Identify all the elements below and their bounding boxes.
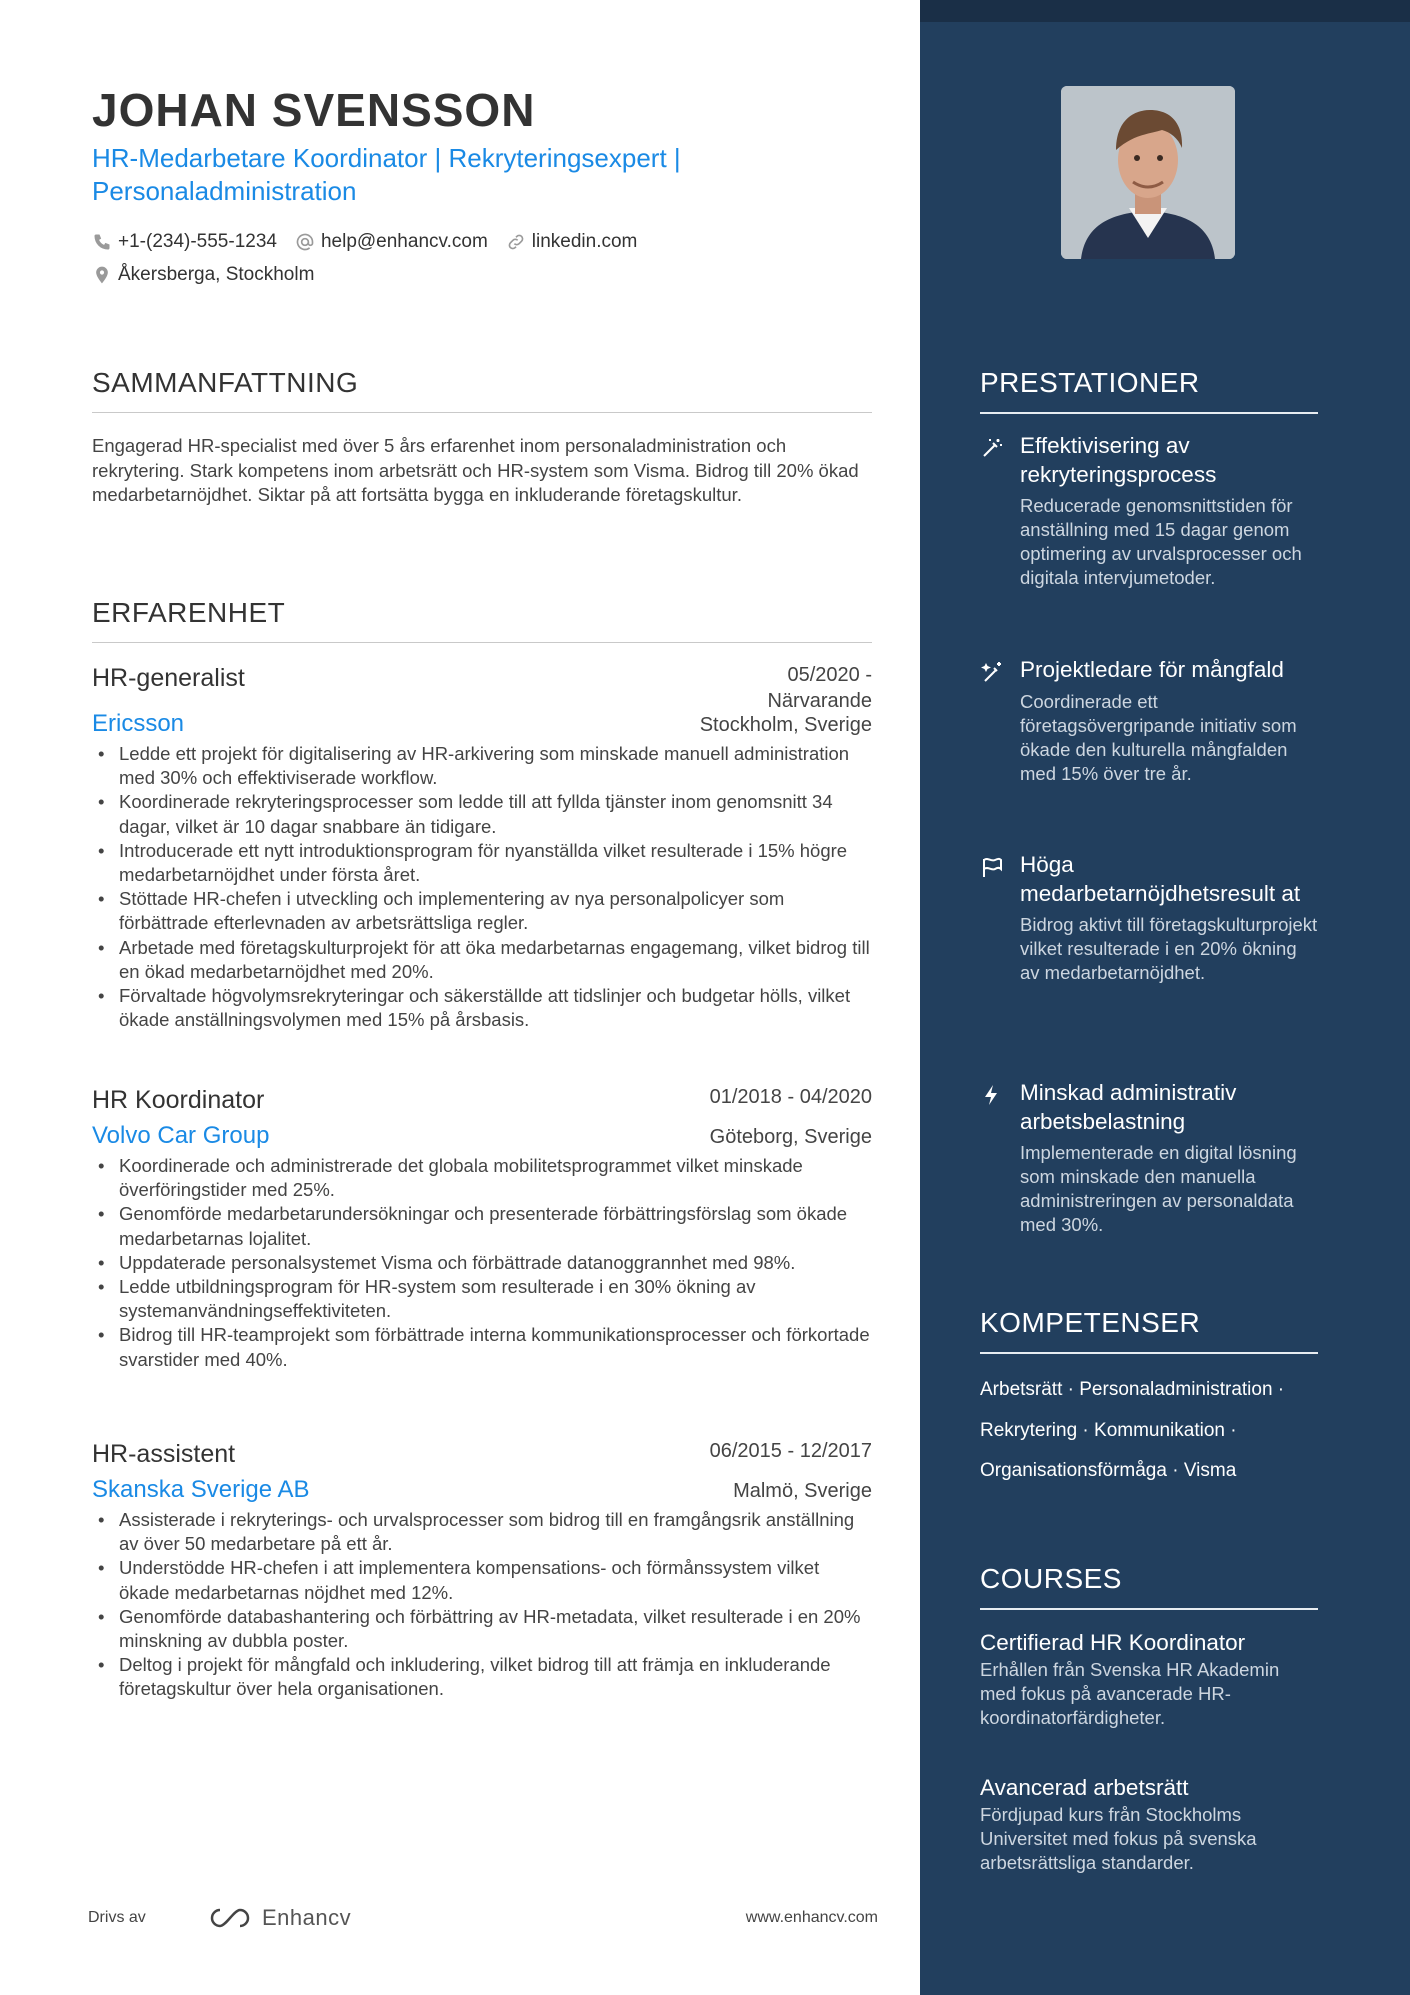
job-date: 06/2015 - 12/2017 (709, 1440, 872, 1462)
job-bullet: • Deltog i projekt för mångfald och inkludering, vilket bidrog till att främja en inkluderande företagskultur över hela organisationen. (92, 1653, 872, 1701)
job-bullet: • Ledde ett projekt för digitalisering av HR-arkivering som minskade manuell administration med 30% och effektiviserade workflow. (92, 742, 872, 790)
location-contact (92, 264, 314, 286)
linkedin-text: linkedin.com (531, 231, 638, 252)
job-bullet: • Arbetade med företagskulturprojekt för att öka medarbetarnas engagemang, vilket bidrog till en ökad medarbetarnöjdhet med 20%. (92, 936, 872, 984)
skills-line: Arbetsrätt · Personaladministration · (980, 1379, 1285, 1400)
job-bullet: • Bidrog till HR-teamprojekt som förbättrade interna kommunikationsprocesser och förkortade svarstider med 40%. (92, 1323, 872, 1371)
experience-heading: ERFARENHET (92, 596, 872, 643)
achievement-description: Bidrog aktivt till företagskulturprojekt vilket resulterade i en 20% ökning av medarbetarnöjdhet. (1020, 914, 1318, 983)
email-text: help@enhancv.com (320, 231, 488, 252)
job-bullet: • Förvaltade högvolymsrekryteringar och säkerställde att tidslinjer och budgetar hölls, vilket ökade anställningsvolymen med 15% på årsbasis. (92, 984, 872, 1032)
email-contact[interactable] (295, 231, 488, 253)
phone-text: +1-(234)-555-1234 (118, 231, 277, 252)
course-item (980, 1773, 1320, 1875)
job-date-end: Närvarande (767, 690, 872, 712)
job-bullet: • Uppdaterade personalsystemet Visma och förbättrade datanoggrannhet med 98%. (92, 1251, 872, 1275)
link-icon (506, 232, 526, 252)
job-location: Göteborg, Sverige (709, 1126, 872, 1148)
job-bullet: • Genomförde databashantering och förbättring av HR-metadata, vilket resulterade i en 20% minskning av dubbla poster. (92, 1605, 872, 1653)
job-date (767, 662, 872, 714)
achievement-item (980, 1079, 1320, 1237)
sparkle-wand-icon (980, 660, 1004, 684)
candidate-headline: HR-Medarbetare Koordinator | Rekryteringsexpert | Personaladministration (92, 143, 681, 206)
summary-heading: SAMMANFATTNING (92, 366, 872, 413)
skills-heading: KOMPETENSER (980, 1306, 1318, 1354)
skills-line: Organisationsförmåga · Visma (980, 1460, 1237, 1481)
enhancv-logo[interactable] (206, 1905, 351, 1931)
magic-wand-icon (980, 436, 1004, 460)
job-date-start: 05/2020 - (787, 664, 872, 686)
job-location: Malmö, Sverige (733, 1480, 872, 1502)
courses-heading: COURSES (980, 1562, 1318, 1610)
sidebar-top-band (920, 0, 1410, 22)
achievement-description: Implementerade en digital lösning som minskade den manuella administreringen av personaldata med 30%. (1020, 1142, 1297, 1235)
location-pin-icon (92, 265, 112, 285)
course-description: Erhållen från Svenska HR Akademin med fokus på avancerade HR-koordinatorfärdigheter. (980, 1659, 1280, 1728)
website-link[interactable]: www.enhancv.com (745, 1909, 878, 1926)
person-portrait-icon (1061, 86, 1235, 259)
job-title: HR Koordinator (92, 1086, 265, 1114)
skills-list (980, 1370, 1320, 1492)
achievement-title: Höga medarbetarnöjdhetsresult at (1020, 852, 1301, 906)
job-bullet: • Ledde utbildningsprogram för HR-system som resulterade i en 30% ökning av systemanvändningseffektiviteten. (92, 1275, 872, 1323)
job-bullets (92, 1508, 872, 1702)
job-bullet: • Genomförde medarbetarundersökningar och presenterade förbättringsförslag som ökade medarbetarnas lojalitet. (92, 1202, 872, 1250)
job-bullets (92, 742, 872, 1032)
job-company: Volvo Car Group (92, 1122, 270, 1149)
achievement-item (980, 656, 1320, 786)
course-title: Certifierad HR Koordinator (980, 1630, 1246, 1655)
sidebar-column (920, 0, 1410, 1995)
job-title: HR-assistent (92, 1440, 236, 1468)
course-title: Avancerad arbetsrätt (980, 1775, 1189, 1800)
phone-contact[interactable] (92, 231, 277, 253)
achievement-title: Effektivisering av rekryteringsprocess (1020, 433, 1217, 487)
job-company: Skanska Sverige AB (92, 1476, 310, 1503)
infinity-logo-icon (206, 1905, 254, 1931)
location-text: Åkersberga, Stockholm (118, 264, 315, 285)
job-bullet: • Introducerade ett nytt introduktionsprogram för nyanställda vilket resulterade i 15% högre medarbetarnöjdhet under första året. (92, 839, 872, 887)
skills-line: Rekrytering · Kommunikation · (980, 1419, 1237, 1441)
flag-icon (980, 855, 1004, 879)
job-entry (92, 1084, 872, 1372)
job-bullet: • Stöttade HR-chefen i utveckling och implementering av nya personalpolicyer som förbättrade efterlevnaden av arbetsrättsliga regler. (92, 887, 872, 935)
summary-text: Engagerad HR-specialist med över 5 års erfarenhet inom personaladministration och rekrytering. Stark kompetens inom arbetsrätt och HR-system som Visma. Bidrog till 20% ökad medarbetarnöjdhet. Siktar på att fortsätta bygga en inkluderande företagskultur. (92, 435, 859, 505)
powered-by-label: Drivs av (88, 1909, 146, 1926)
job-entry (92, 662, 872, 1032)
achievements-heading: PRESTATIONER (980, 366, 1318, 414)
brand-name: Enhancv (262, 1905, 352, 1930)
job-date: 01/2018 - 04/2020 (709, 1086, 872, 1108)
job-bullet: • Assisterade i rekryterings- och urvalsprocesser som bidrog till en framgångsrik anställning av över 50 medarbetare på ett år. (92, 1508, 872, 1556)
contact-info (92, 228, 872, 294)
at-icon (295, 232, 315, 252)
lightning-icon (980, 1083, 1004, 1107)
course-description: Fördjupad kurs från Stockholms Universitet med fokus på svenska arbetsrättsliga standarder. (980, 1804, 1257, 1873)
achievement-item (980, 432, 1320, 590)
footer (88, 1898, 878, 1938)
course-item (980, 1628, 1320, 1730)
job-bullets (92, 1154, 872, 1372)
job-entry (92, 1438, 872, 1702)
candidate-name: JOHAN SVENSSON (92, 84, 536, 136)
job-bullet: • Koordinerade rekryteringsprocesser som ledde till att fyllda tjänster inom genomsnitt 34 dagar, vilket är 10 dagar snabbare än tidigare. (92, 790, 872, 838)
achievement-title: Projektledare för mångfald (1020, 657, 1284, 682)
linkedin-contact[interactable] (506, 231, 638, 253)
job-location: Stockholm, Sverige (699, 714, 872, 736)
achievement-title: Minskad administrativ arbetsbelastning (1020, 1080, 1237, 1134)
achievement-item (980, 851, 1320, 985)
job-bullet: • Understödde HR-chefen i att implementera kompensations- och förmånssystem vilket ökade medarbetarnas nöjdhet med 12%. (92, 1556, 872, 1604)
achievement-description: Reducerade genomsnittstiden för anställning med 15 dagar genom optimering av urvalsprocesser och digitala intervjumetoder. (1020, 495, 1302, 588)
phone-icon (92, 232, 112, 252)
profile-photo (1061, 86, 1235, 259)
job-bullet: • Koordinerade och administrerade det globala mobilitetsprogrammet vilket minskade överföringstider med 25%. (92, 1154, 872, 1202)
job-company: Ericsson (92, 710, 185, 737)
achievement-description: Coordinerade ett företagsövergripande initiativ som ökade den kulturella mångfalden med 15% över tre år. (1020, 690, 1297, 784)
job-title: HR-generalist (92, 664, 245, 692)
